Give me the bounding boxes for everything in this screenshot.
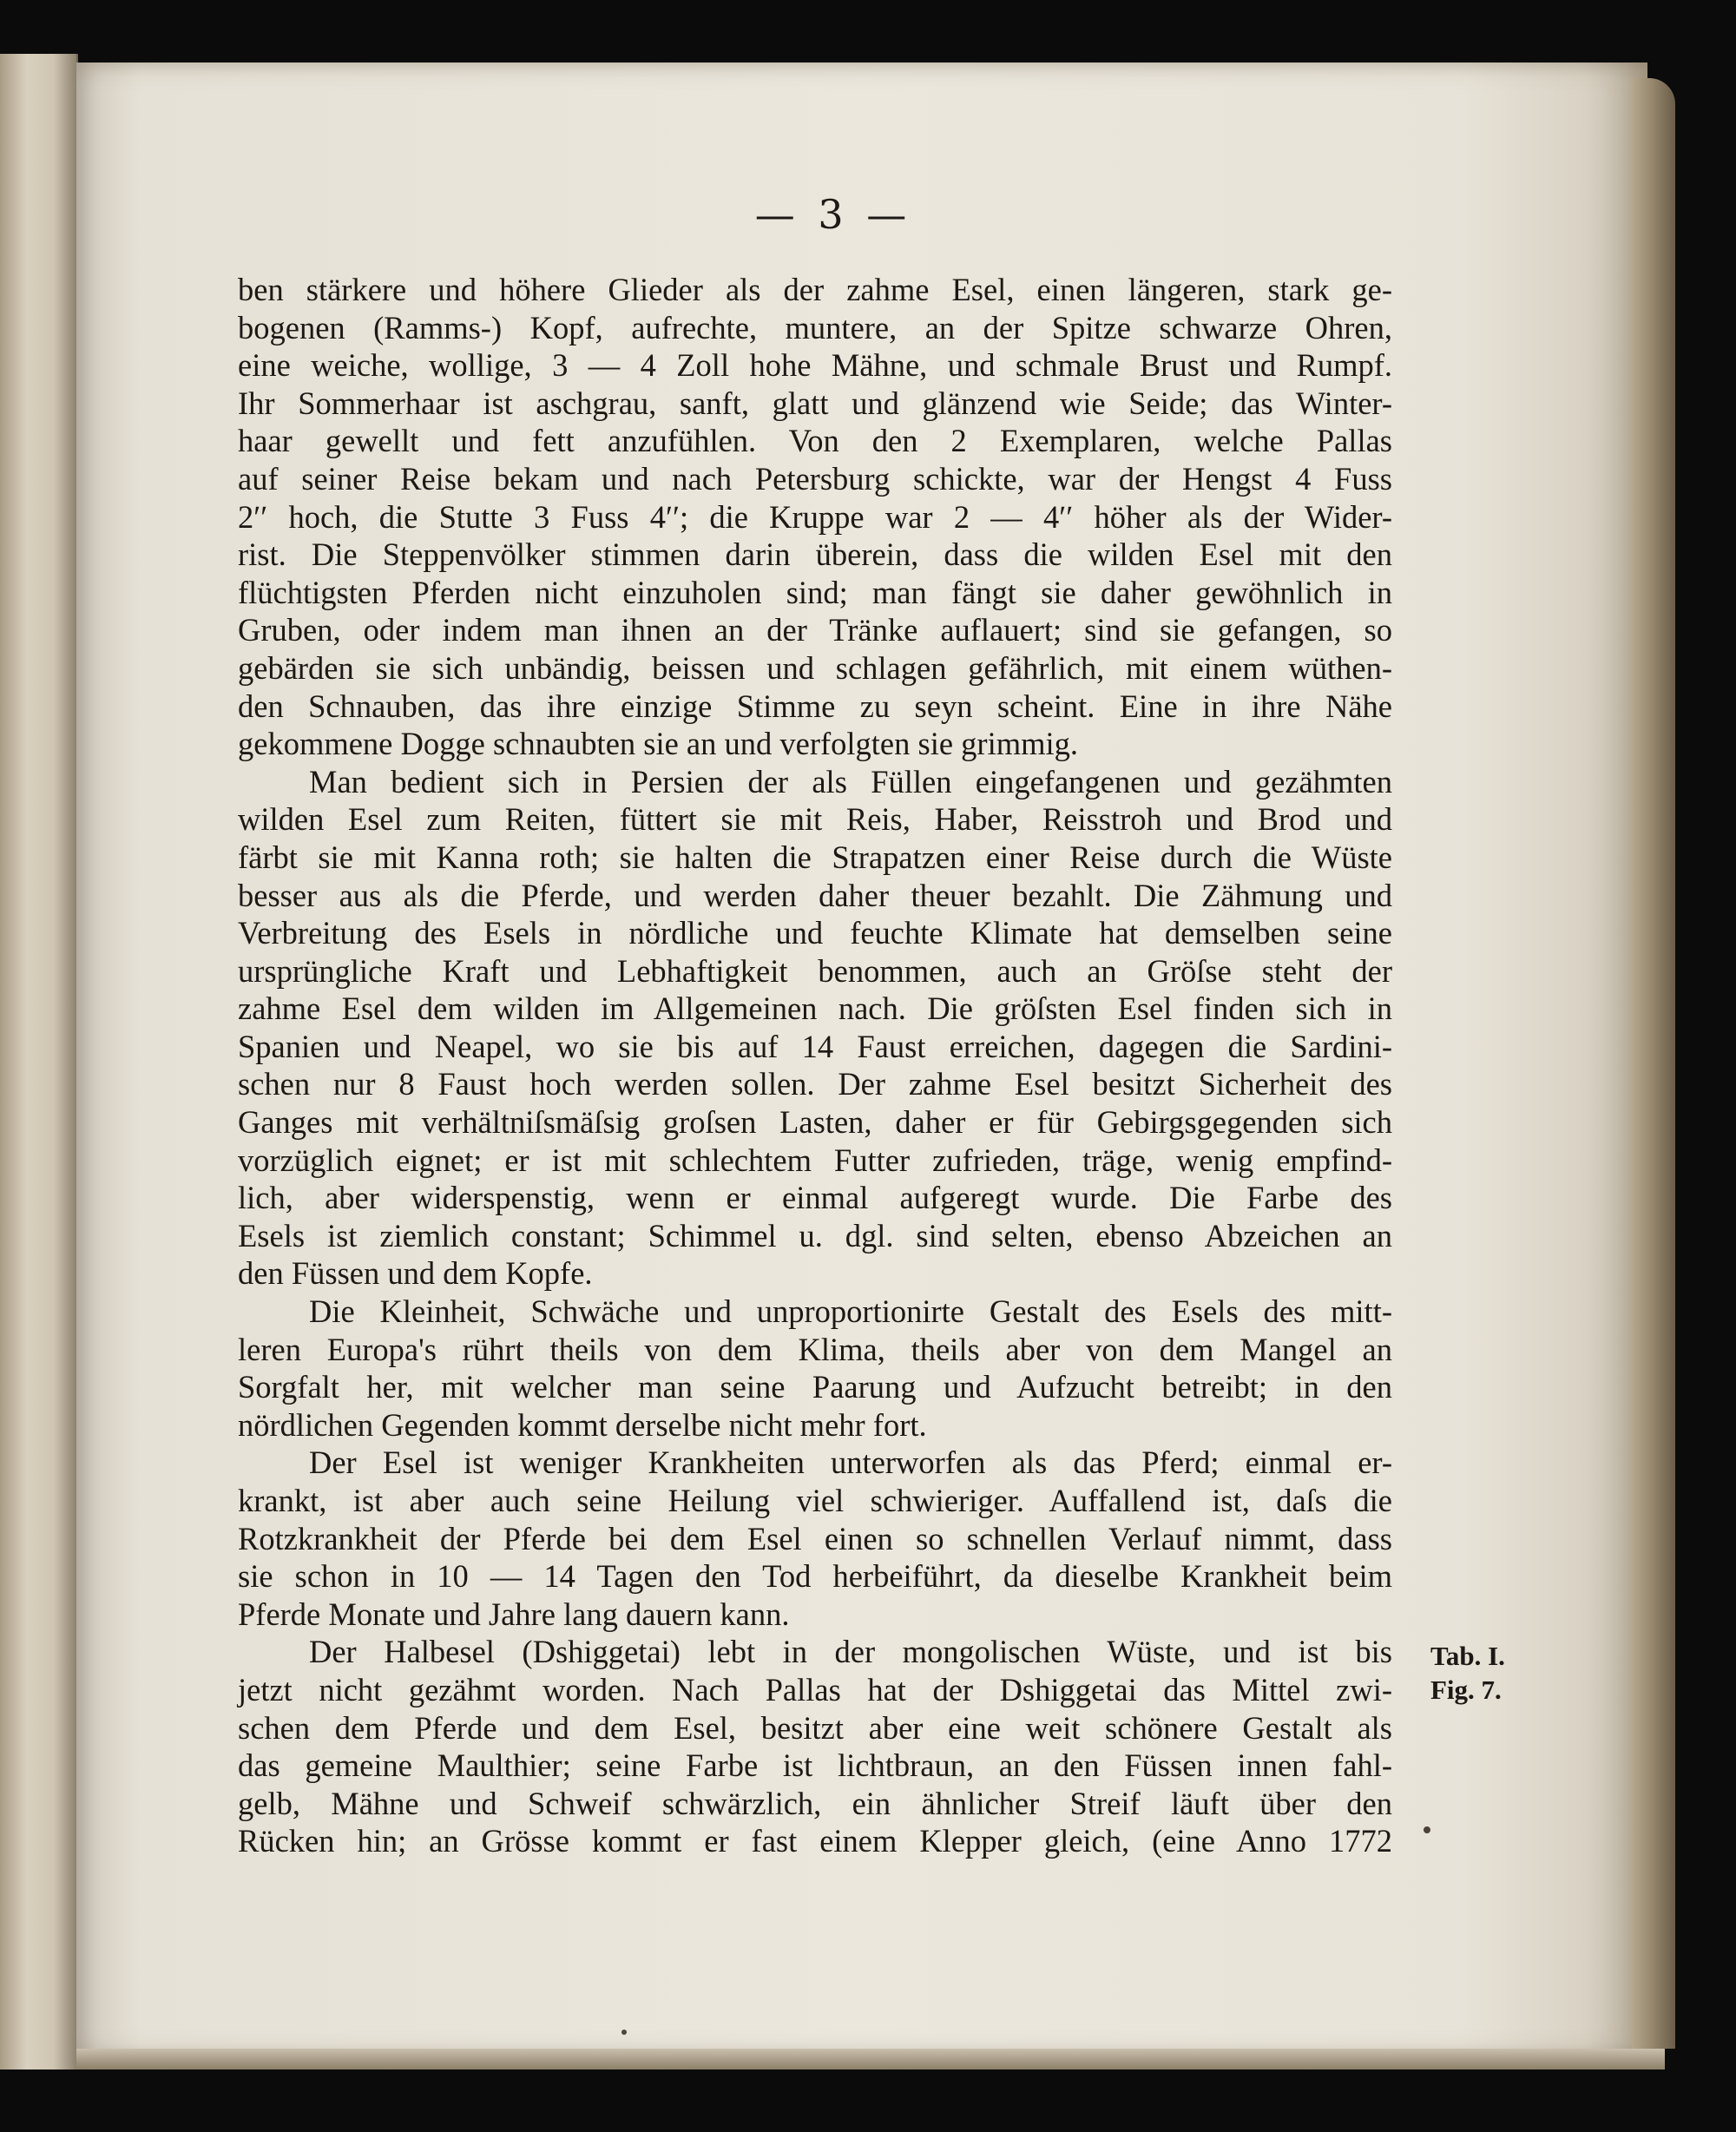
margin-note-tab: Tab. I. <box>1430 1641 1505 1671</box>
margin-note-fig: Fig. 7. <box>1430 1675 1502 1705</box>
text-line: Spanien und Neapel, wo sie bis auf 14 Faust erreichen, dagegen die Sardini- <box>238 1028 1392 1064</box>
text-line: nördlichen Gegenden kommt derselbe nicht mehr fort. <box>238 1406 927 1443</box>
text-line: das gemeine Maulthier; seine Farbe ist lichtbraun, an den Füssen innen fahl- <box>238 1747 1392 1784</box>
text-line: Die Kleinheit, Schwäche und unproportionirte Gestalt des Esels des mitt- <box>309 1293 1392 1330</box>
ink-speck <box>621 2030 627 2035</box>
text-line: Rücken hin; an Grösse kommt er fast einem Klepper gleich, (eine Anno 1772 <box>238 1823 1392 1859</box>
left-page-edge <box>0 54 78 2069</box>
page-number: — 3 — <box>754 191 912 238</box>
text-line: Rotzkrankheit der Pferde bei dem Esel einen so schnellen Verlauf nimmt, dass <box>238 1520 1392 1556</box>
text-line: vorzüglich eignet; er ist mit schlechtem Futter zufrieden, träge, wenig empfind- <box>238 1142 1392 1178</box>
text-line: den Füssen und dem Kopfe. <box>238 1255 593 1292</box>
text-line: haar gewellt und fett anzufühlen. Von den 2 Exemplaren, welche Pallas <box>238 423 1392 459</box>
text-line: Ihr Sommerhaar ist aschgrau, sanft, glatt und glänzend wie Seide; das Winter- <box>238 385 1392 421</box>
text-line: färbt sie mit Kanna roth; sie halten die Strapatzen einer Reise durch die Wüste <box>238 839 1392 875</box>
text-line: Ganges mit verhältniſsmäſsig groſsen Lasten, daher er für Gebirgsgegenden sich <box>238 1104 1392 1141</box>
text-line: Pferde Monate und Jahre lang dauern kann. <box>238 1596 790 1632</box>
ink-speck <box>1424 1826 1430 1833</box>
text-line: den Schnauben, das ihre einzige Stimme zu seyn scheint. Eine in ihre Nähe <box>238 688 1392 724</box>
page-bottom-edge <box>76 2049 1665 2069</box>
text-line: 2ʹʹ hoch, die Stutte 3 Fuss 4ʹʹ; die Kruppe war 2 — 4ʹʹ höher als der Wider- <box>238 498 1392 535</box>
text-line: Der Halbesel (Dshiggetai) lebt in der mongolischen Wüste, und ist bis <box>309 1634 1392 1670</box>
text-line: Der Esel ist weniger Krankheiten unterworfen als das Pferd; einmal er- <box>309 1444 1392 1481</box>
text-line: gelb, Mähne und Schweif schwärzlich, ein ähnlicher Streif läuft über den <box>238 1785 1392 1821</box>
body-text <box>238 271 1392 1860</box>
text-line: leren Europa's rührt theils von dem Klima, theils aber von dem Mangel an <box>238 1331 1392 1367</box>
text-line: bogenen (Ramms-) Kopf, aufrechte, muntere, an der Spitze schwarze Ohren, <box>238 309 1392 345</box>
text-line: auf seiner Reise bekam und nach Petersburg schickte, war der Hengst 4 Fuss <box>238 460 1392 497</box>
text-line: krankt, ist aber auch seine Heilung viel schwieriger. Auffallend ist, daſs die <box>238 1483 1392 1518</box>
text-line: Sorgfalt her, mit welcher man seine Paarung und Aufzucht betreibt; in den <box>238 1369 1392 1405</box>
text-line: gekommene Dogge schnaubten sie an und verfolgten sie grimmig. <box>238 726 1079 762</box>
text-line: zahme Esel dem wilden im Allgemeinen nach. Die gröſsten Esel finden sich in <box>238 990 1392 1027</box>
text-line: Verbreitung des Esels in nördliche und feuchte Klimate hat demselben seine <box>238 915 1392 951</box>
text-line: lich, aber widerspenstig, wenn er einmal aufgeregt wurde. Die Farbe des <box>238 1180 1392 1216</box>
text-line: ben stärkere und höhere Glieder als der zahme Esel, einen längeren, stark ge- <box>238 272 1392 307</box>
text-line: flüchtigsten Pferden nicht einzuholen sind; man fängt sie daher gewöhnlich in <box>238 574 1392 610</box>
text-line: besser aus als die Pferde, und werden daher theuer bezahlt. Die Zähmung und <box>238 877 1392 913</box>
text-line: jetzt nicht gezähmt worden. Nach Pallas hat der Dshiggetai das Mittel zwi- <box>238 1671 1392 1708</box>
text-line: rist. Die Steppenvölker stimmen darin überein, dass die wilden Esel mit den <box>238 536 1392 573</box>
margin-note <box>1430 1639 1505 1707</box>
text-line: Esels ist ziemlich constant; Schimmel u. dgl. sind selten, ebenso Abzeichen an <box>238 1217 1392 1254</box>
page-right-edge <box>1632 78 1675 2049</box>
text-line: Man bedient sich in Persien der als Füllen eingefangenen und gezähmten <box>309 763 1392 800</box>
text-line: gebärden sie sich unbändig, beissen und schlagen gefährlich, mit einem wüthen- <box>238 649 1392 686</box>
text-line: schen dem Pferde und dem Esel, besitzt aber eine weit schönere Gestalt als <box>238 1709 1392 1746</box>
text-line: eine weiche, wollige, 3 — 4 Zoll hohe Mähne, und schmale Brust und Rumpf. <box>238 347 1392 384</box>
text-line: schen nur 8 Faust hoch werden sollen. Der zahme Esel besitzt Sicherheit des <box>238 1066 1392 1102</box>
text-line: wilden Esel zum Reiten, füttert sie mit Reis, Haber, Reisstroh und Brod und <box>238 801 1392 838</box>
text-line: Gruben, oder indem man ihnen an der Tränke auflauert; sind sie gefangen, so <box>238 612 1392 648</box>
text-line: sie schon in 10 — 14 Tagen den Tod herbeiführt, da dieselbe Krankheit beim <box>238 1558 1392 1595</box>
text-line: ursprüngliche Kraft und Lebhaftigkeit benommen, auch an Gröſse steht der <box>238 952 1392 989</box>
